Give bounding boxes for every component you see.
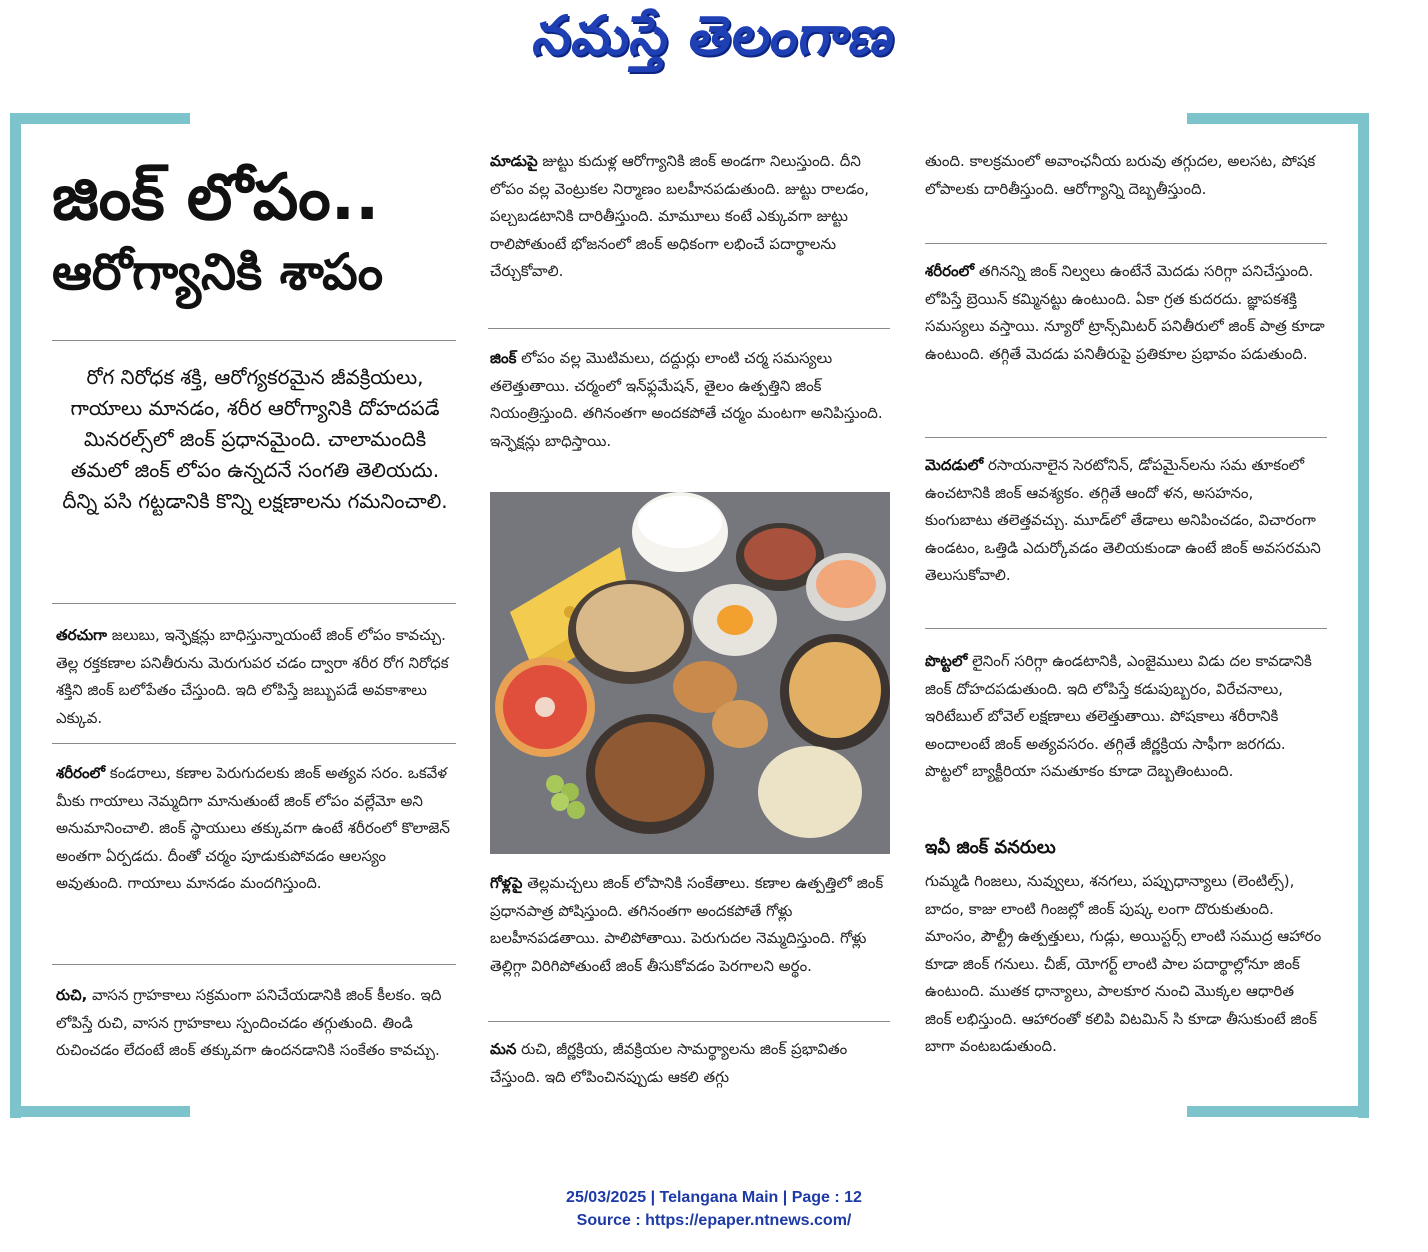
divider xyxy=(925,437,1327,438)
frame-corner-top-left xyxy=(10,113,190,124)
paragraph-lead: గోళ్లపై xyxy=(490,874,523,892)
divider xyxy=(52,340,456,341)
frame-corner-bottom-right xyxy=(1187,1106,1369,1117)
divider xyxy=(488,1021,890,1022)
paragraph-taste-smell xyxy=(56,982,454,1065)
paragraph-text: లైనింగ్‌ సరిగ్గా ఉండటానికి, ఎంజైములు విడు దల కావడానికి జింక్‌ దోహదపడుతుంది. ఇది లోపిస్తే కడుపుబ్బరం, విరేచనాలు, ఇరిటేబుల్‌ బోవెల్‌ లక్షణాలు తలెత్తుతాయి. పోషకాలు శరీరానికి అందాలంటే జింక్‌ అత్యవసరం. తగ్గితే జీర్ణక్రియ సాఫీగా జరగదు. పొట్టలో బ్యాక్టీరియా సమతూకం కూడా దెబ్బతింటుంది. xyxy=(925,652,1312,780)
paragraph-text: జుట్టు కుదుళ్ల ఆరోగ్యానికి జింక్‌ అండగా నిలుస్తుంది. దీని లోపం వల్ల వెంట్రుకల నిర్మాణం బలహీనపడుతుంది. జుట్టు రాలడం, పల్చబడటానికి దారితీస్తుంది. మామూలు కంటే ఎక్కువగా జుట్టు రాలిపోతుంటే భోజనంలో జింక్‌ అధికంగా లభించే పదార్థాలను చేర్చుకోవాలి. xyxy=(490,152,869,280)
paragraph-lead: పొట్టలో xyxy=(925,652,968,670)
paragraph-text: వాసన గ్రాహకాలు సక్రమంగా పనిచేయడానికి జింక్‌ కీలకం. ఇది లోపిస్తే రుచి, వాసన గ్రాహకాలు స్పందించడం తగ్గుతుంది. తిండి రుచించడం లేదంటే జింక్‌ తక్కువగా ఉందనడానికి సంకేతం కావచ్చు. xyxy=(56,986,442,1059)
article-intro: రోగ నిరోధక శక్తి, ఆరోగ్యకరమైన జీవక్రియలు, గాయాలు మానడం, శరీర ఆరోగ్యానికి దోహదపడే మినరల్స్‌లో జింక్‌ ప్రధానమైంది. చాలామందికి తమలో జింక్‌ లోపం ఉన్నదనే సంగతి తెలియదు. దీన్ని పసి గట్టడానికి కొన్ని లక్షణాలను గమనించాలి. xyxy=(62,365,448,513)
paragraph-text: కండరాలు, కణాల పెరుగుదలకు జింక్‌ అత్యవ సరం. ఒకవేళ మీకు గాయాలు నెమ్మదిగా మానుతుంటే జింక్‌ లోపం వల్లేమో అని అనుమానించాలి. జింక్‌ స్థాయులు తక్కువగా ఉంటే శరీరంలో కొలాజెన్‌ అంతగా ఏర్పడదు. దీంతో చర్మం పూడుకుపోవడం ఆలస్యం అవుతుంది. గాయాలు మానడం మందగిస్తుంది. xyxy=(56,764,450,892)
paragraph-lead: శరీరంలో xyxy=(56,764,106,782)
headline-line-2: ఆరోగ్యానికి శాపం xyxy=(52,242,384,301)
paragraph-text: రుచి, జీర్ణక్రియ, జీవక్రియల సామర్థ్యాలను జింక్‌ ప్రభావితం చేస్తుంది. ఇది లోపించినప్పుడు ఆకలి తగ్గు xyxy=(490,1040,848,1086)
footer-source-link[interactable]: Source : https://epaper.ntnews.com/ xyxy=(576,1212,852,1229)
paragraph-lead: మాడుపై xyxy=(490,152,538,170)
paragraph-lead: జింక్‌ xyxy=(490,349,517,367)
paragraph-text: తెల్లమచ్చలు జింక్‌ లోపానికి సంకేతాలు. కణాల ఉత్పత్తిలో జింక్‌ ప్రధానపాత్ర పోషిస్తుంది. తగినంతగా అందకపోతే గోళ్లు బలహీనపడతాయి. పాలిపోతాయి. పెరుగుదల నెమ్మదిస్తుంది. గోళ్లు తెల్లిగ్గా విరిగిపోతుంటే జింక్‌ తీసుకోవడం పెరగాలని అర్థం. xyxy=(490,874,884,975)
paragraph-text: రసాయనాలైన సెరటోనిన్‌, డోపమైన్‌లను సమ తూకంలో ఉంచటానికి జింక్‌ ఆవశ్యకం. తగ్గితే ఆందో ళన, అసహనం, కుంగుబాటు తలెత్తవచ్చు. మూడ్‌లో తేడాలు అనిపించడం, విచారంగా ఉండటం, ఒత్తిడి ఎదుర్కోవడం తెలియకుండా ఉంటే జింక్‌ అవసరమని తెలుసుకోవాలి. xyxy=(925,456,1321,584)
paragraph-appetite xyxy=(490,1036,888,1091)
masthead-logo xyxy=(0,4,1428,82)
paragraph-text: తుంది. కాలక్రమంలో అవాంఛనీయ బరువు తగ్గుదల, అలసట, పోషక లోపాలకు దారితీస్తుంది. ఆరోగ్యాన్ని దెబ్బతీస్తుంది. xyxy=(925,152,1316,198)
paragraph-appetite-cont xyxy=(925,148,1325,203)
divider xyxy=(52,964,456,965)
paragraph-skin xyxy=(490,345,888,455)
divider xyxy=(488,328,890,329)
frame-side-left xyxy=(10,113,21,1118)
masthead-title: నమస్తే తెలంగాణ xyxy=(529,4,901,67)
paragraph-lead: శరీరంలో xyxy=(925,262,975,280)
paragraph-infections xyxy=(56,622,454,732)
paragraph-text: లోపం వల్ల మొటిమలు, దద్దుర్లు లాంటి చర్మ సమస్యలు తలెత్తుతాయి. చర్మంలో ఇన్‌ఫ్లమేషన్‌, తైలం ఉత్పత్తిని జింక్‌ నియంత్రిస్తుంది. తగినంతగా అందకపోతే చర్మం మంటగా అనిపిస్తుంది. ఇన్ఫెక్షన్లు బాధిస్తాయి. xyxy=(490,349,883,450)
paragraph-lead: తరచుగా xyxy=(56,626,107,644)
divider xyxy=(52,743,456,744)
zinc-foods-photo xyxy=(490,492,890,854)
paragraph-mood xyxy=(925,452,1325,590)
paragraph-wound-healing xyxy=(56,760,454,898)
footer-date-edition: 25/03/2025 | Telangana Main | Page : 12 xyxy=(566,1189,862,1206)
zinc-sources-heading: ఇవీ జింక్‌ వనరులు xyxy=(925,837,1056,858)
frame-side-right xyxy=(1358,113,1369,1118)
frame-corner-bottom-left xyxy=(10,1106,190,1117)
paragraph-lead: మన xyxy=(490,1040,517,1058)
frame-corner-top-right xyxy=(1187,113,1369,124)
article-headline xyxy=(52,162,456,301)
paragraph-scalp xyxy=(490,148,888,286)
paragraph-lead: రుచి, xyxy=(56,986,88,1004)
paragraph-text: తగినన్ని జింక్‌ నిల్వలు ఉంటేనే మెదడు సరిగ్గా పనిచేస్తుంది. లోపిస్తే బ్రెయిన్‌ కమ్మినట్టు ఉంటుంది. ఏకా గ్రత కుదరదు. జ్ఞాపకశక్తి సమస్యలు వస్తాయి. న్యూరో ట్రాన్స్‌మిటర్‌ పనితీరులో జింక్‌ పాత్ర కూడా ఉంటుంది. తగ్గితే మెదడు పనితీరుపై ప్రతికూల ప్రభావం పడుతుంది. xyxy=(925,262,1325,363)
paragraph-text: జలుబు, ఇన్ఫెక్షన్లు బాధిస్తున్నాయంటే జింక్‌ లోపం కావచ్చు. తెల్ల రక్తకణాల పనితీరును మెరుగుపర చడం ద్వారా శరీర రోగ నిరోధక శక్తిని జింక్‌ బలోపేతం చేస్తుంది. ఇది లోపిస్తే జబ్బుపడే అవకాశాలు ఎక్కువ. xyxy=(56,626,449,727)
zinc-sources-text: గుమ్మడి గింజలు, నువ్వులు, శనగలు, పప్పుధాన్యాలు (లెంటిల్స్‌), బాదం, కాజు లాంటి గింజల్లో జింక్‌ పుష్క లంగా దొరుకుతుంది. మాంసం, పౌల్ట్రీ ఉత్పత్తులు, గుడ్లు, అయిస్టర్స్‌ లాంటి సముద్ర ఆహారం కూడా జింక్‌ గనులు. చీజ్‌, యోగర్ట్‌ లాంటి పాల పదార్థాల్లోనూ జింక్‌ ఉంటుంది. ముతక ధాన్యాలు, పాలకూర నుంచి మొక్కల ఆధారిత జింక్‌ లభిస్తుంది. ఆహారంతో కలిపి విటమిన్‌ సి కూడా తీసుకుంటే జింక్‌ బాగా వంటబడుతుంది. xyxy=(925,872,1322,1055)
paragraph-brain xyxy=(925,258,1325,368)
divider xyxy=(925,243,1327,244)
paragraph-nails xyxy=(490,870,888,980)
paragraph-gut xyxy=(925,648,1325,786)
divider xyxy=(925,628,1327,629)
divider xyxy=(52,603,456,604)
paragraph-lead: మెదడులో xyxy=(925,456,984,474)
headline-line-1: జింక్‌ లోపం.. xyxy=(52,161,380,235)
